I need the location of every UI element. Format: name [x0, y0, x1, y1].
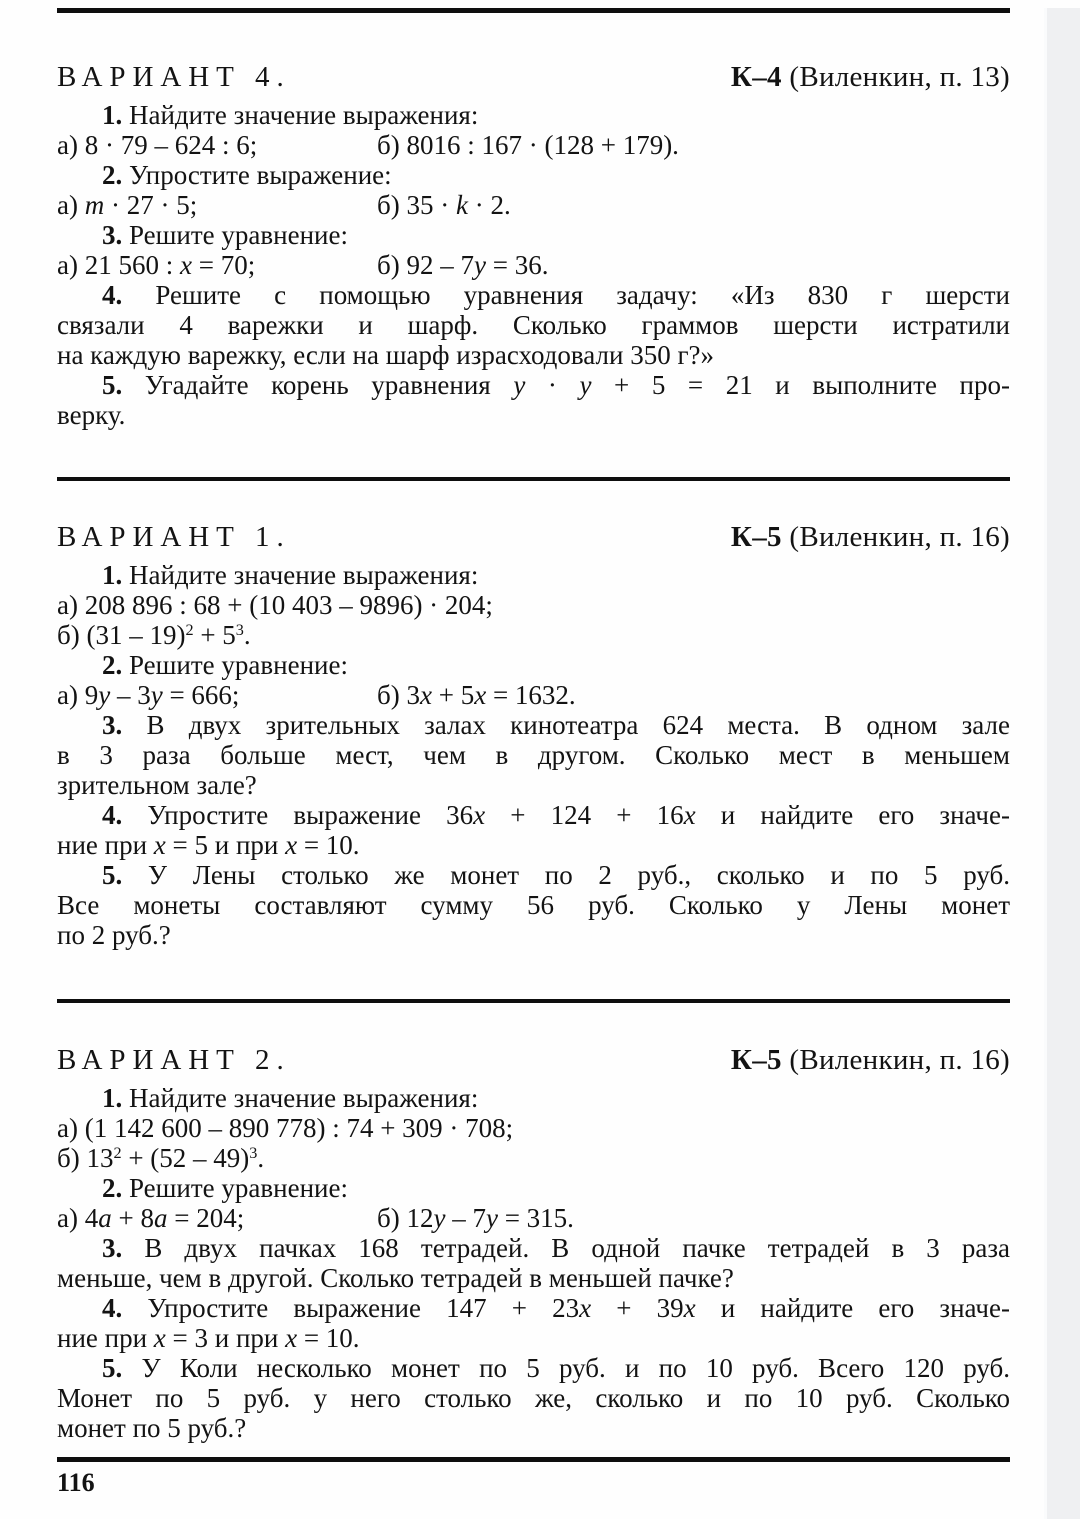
exam-code: К–5 (Виленкин, п. 16)	[730, 1044, 1010, 1076]
task-text-line: 3. В двух зрительных залах кинотеатра 624 места. В одном зале	[102, 710, 1010, 740]
task-line	[57, 250, 1010, 280]
task-heading: 3. Решите уравнение:	[102, 220, 348, 250]
task-heading: 2. Упростите выражение:	[102, 160, 392, 190]
section-divider	[57, 999, 1010, 1003]
task-text-line: 5. У Лены столько же монет по 2 руб., сколько и по 5 руб.	[102, 860, 1010, 890]
variant-title: ВАРИАНТ 4.	[57, 61, 291, 93]
task-item-a: а) 4a + 8a = 204;	[57, 1203, 245, 1233]
variant-title: ВАРИАНТ 2.	[57, 1044, 291, 1076]
task-item-a: а) 208 896 : 68 + (10 403 – 9896) · 204;	[57, 590, 493, 620]
task-heading: 1. Найдите значение выражения:	[102, 100, 479, 130]
task-heading: 1. Найдите значение выражения:	[102, 560, 479, 590]
section-variant-1	[57, 520, 1010, 950]
task-text-line: меньше, чем в другой. Сколько тетрадей в меньшей пачке?	[57, 1263, 734, 1293]
task-text-line: связали 4 варежки и шарф. Сколько граммов шерсти истратили	[57, 310, 1010, 340]
task-text-line: на каждую варежку, если на шарф израсходовали 350 г?»	[57, 340, 715, 370]
task-text-line: 4. Упростите выражение 36x + 124 + 16x и найдите его значе-	[102, 800, 1010, 830]
task-text-line: по 2 руб.?	[57, 920, 171, 950]
task-text-line: Монет по 5 руб. у него столько же, сколько и по 10 руб. Сколько	[57, 1383, 1010, 1413]
task-item-a: а) 9y – 3y = 666;	[57, 680, 240, 710]
task-text-line: ние при x = 5 и при x = 10.	[57, 830, 360, 860]
task-text-line: Все монеты составляют сумму 56 руб. Сколько у Лены монет	[57, 890, 1010, 920]
page-number: 116	[57, 1468, 95, 1497]
bottom-rule	[57, 1457, 1010, 1462]
task-text-line: 5. Угадайте корень уравнения y · y + 5 = 21 и выполните про-	[102, 370, 1010, 400]
task-text-line: 4. Упростите выражение 147 + 23x + 39x и найдите его значе-	[102, 1293, 1010, 1323]
task-item-b: б) 92 – 7y = 36.	[377, 250, 549, 280]
task-text-line: в 3 раза больше мест, чем в другом. Сколько мест в меньшем	[57, 740, 1010, 770]
section-header	[57, 60, 1010, 94]
section-header	[57, 1043, 1010, 1077]
task-line	[57, 190, 1010, 220]
task-text-line: зрительном зале?	[57, 770, 257, 800]
task-heading: 2. Решите уравнение:	[102, 650, 348, 680]
task-item-b: б) $13^2 + (52 - 49)^3$.	[57, 1143, 265, 1173]
section-header	[57, 520, 1010, 554]
section-divider	[57, 477, 1010, 481]
exam-code: К–4 (Виленкин, п. 13)	[730, 61, 1010, 93]
top-rule	[57, 8, 1010, 13]
task-text-line: монет по 5 руб.?	[57, 1413, 247, 1443]
exam-code: К–5 (Виленкин, п. 16)	[730, 521, 1010, 553]
task-text-line: ние при x = 3 и при x = 10.	[57, 1323, 360, 1353]
document-page	[0, 8, 1080, 1498]
task-text-line: 5. У Коли несколько монет по 5 руб. и по 10 руб. Всего 120 руб.	[102, 1353, 1010, 1383]
task-item-b: б) 3x + 5x = 1632.	[377, 680, 576, 710]
task-line	[57, 130, 1010, 160]
task-heading: 1. Найдите значение выражения:	[102, 1083, 479, 1113]
section-variant-4	[57, 60, 1010, 430]
task-item-b: б) 8016 : 167 · (128 + 179).	[377, 130, 679, 160]
task-item-b: б) $(31 - 19)^2 + 5^3$.	[57, 620, 251, 650]
task-heading: 2. Решите уравнение:	[102, 1173, 348, 1203]
task-item-a: а) (1 142 600 – 890 778) : 74 + 309 · 708;	[57, 1113, 514, 1143]
task-item-b: б) 35 · k · 2.	[377, 190, 511, 220]
task-text-line: 4. Решите с помощью уравнения задачу: «Из 830 г шерсти	[102, 280, 1010, 310]
section-variant-2	[57, 1043, 1010, 1443]
variant-title: ВАРИАНТ 1.	[57, 521, 291, 553]
task-item-b: б) 12y – 7y = 315.	[377, 1203, 574, 1233]
task-line	[57, 680, 1010, 710]
task-text-line: 3. В двух пачках 168 тетрадей. В одной пачке тетрадей в 3 раза	[102, 1233, 1010, 1263]
task-item-a: а) m · 27 · 5;	[57, 190, 198, 220]
task-line	[57, 1203, 1010, 1233]
task-item-a: а) 8 · 79 – 624 : 6;	[57, 130, 258, 160]
task-text-line: верку.	[57, 400, 126, 430]
task-item-a: а) 21 560 : x = 70;	[57, 250, 256, 280]
